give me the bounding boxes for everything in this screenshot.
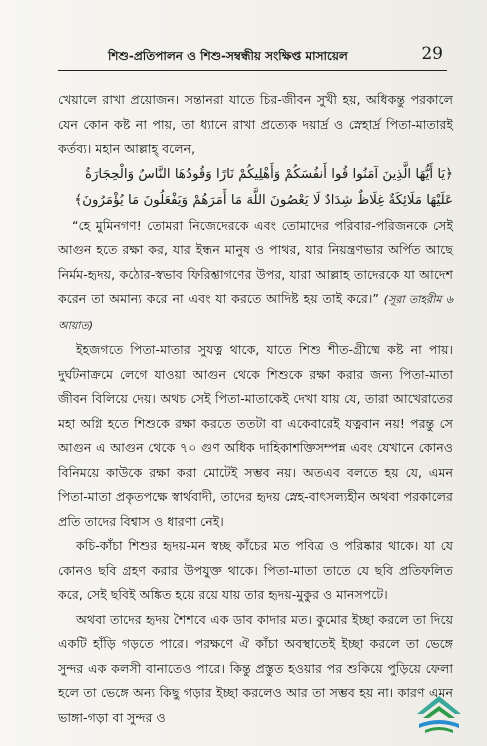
publisher-logo-icon [409, 688, 469, 738]
page-number: 29 [421, 44, 443, 64]
page-header [58, 44, 447, 76]
quote-text: “হে মুমিনগণ! তোমরা নিজেদেরকে এবং তোমাদের পরিবার-পরিজনকে সেই আগুন হতে রক্ষা কর, যার ইন্ধন মানুষ ও পাথর, যার নিয়ন্ত্রণভার অর্পিত আছে নির্মম-হৃদয়, কঠোর-স্বভাব ফিরিশ্তাগণের উপর, যারা আল্লাহ তাদেরকে যা আদেশ করেন তা অমান্য করে না এবং যা করতে আদিষ্ট হয় তাই করে।” [58, 217, 453, 306]
quote-reference: (সূরা তাহরীম ৬ আয়াত) [58, 293, 453, 332]
paragraph: ইহজগতে পিতা-মাতার সুযত্ন থাকে, যাতে শিশু শীত-গ্রীষ্মে কষ্ট না পায়। দুর্ঘটনাক্রমে লেগে যাওয়া আগুন থেকে শিশুকে রক্ষা করার জন্য পিতা-মাতা জীবন বিলিয়ে দেয়। অথচ সেই পিতা-মাতাকেই দেখা যায় যে, তারা আখেরাতের মহা অগ্নি হতে শিশুকে রক্ষা করতে ততটা বা একেবারেই যত্নবান নয়! পরন্তু সে আগুন এ আগুন থেকে ৭০ গুণ অধিক দাহিকাশক্তিসম্পন্ন এবং যেখানে কোনও বিনিময়ে কাউকে রক্ষা করা মোটেই সম্ভব নয়। অতএব বলতে হয় যে, এমন পিতা-মাতা প্রকৃতপক্ষে স্বার্থবাদী, তাদের হৃদয় স্নেহ-বাৎসল্যহীন অথবা পরকালের প্রতি তাদের বিশ্বাস ও ধারণা নেই। [58, 342, 453, 529]
paragraph: কচি-কাঁচা শিশুর হৃদয়-মন স্বচ্ছ কাঁচের মত পবিত্র ও পরিষ্কার থাকে। যা যে কোনও ছবি গ্রহণ করার উপযুক্ত থাকে। পিতা-মাতা তাতে যে ছবি প্রতিফলিত করে, সেই ছবিই অঙ্কিত হয়ে রয়ে যায় তার হৃদয়-মুকুর ও মানসপটে। [58, 538, 453, 602]
paragraph: অথবা তাদের হৃদয় শৈশবে এক ডাব কাদার মত। কুমোর ইচ্ছা করলে তা দিয়ে একটি হাঁড়ি গড়তে পারে। পরক্ষণে ঐ কাঁচা অবস্থাতেই ইচ্ছা করলে তা ভেঙ্গে সুন্দর এক কলসী বানাতেও পারে। কিন্তু প্রস্তুত হওয়ার পর শুকিয়ে পুড়িয়ে ফেলা হলে তা ভেঙ্গে অন্য কিছু গড়ার ইচ্ছা করলেও আর তা সম্ভব হয় না। কারণ এমন ভাঙ্গা-গড়া বা সুন্দর ও [58, 611, 453, 725]
page-body [58, 88, 453, 730]
arabic-verse: ﴿يَا أَيُّهَا الَّذِينَ آمَنُوا قُوا أَنفُسَكُمْ وَأَهْلِيكُمْ نَارًا وَقُودُهَا النَّاسُ وَالْحِجَارَةُ عَلَيْهَا مَلَائِكَةٌ غِلَاظٌ شِدَادٌ لَا يَعْصُونَ اللَّهَ مَا أَمَرَهُمْ وَيَفْعَلُونَ مَا يُؤْمَرُونَ﴾ [74, 166, 453, 208]
paragraph: খেয়ালে রাখা প্রয়োজন। সন্তানরা যাতে চির-জীবন সুখী হয়, অধিকন্তু পরকালে যেন কোন কষ্ট না পায়, তা ধ্যানে রাখা প্রত্যেক দয়ার্দ্র ও স্নেহার্দ্র পিতা-মাতারই কর্তব্য। মহান আল্লাহ্ বলেন, [58, 92, 453, 156]
header-divider [58, 70, 447, 71]
translation-quote [58, 214, 453, 339]
running-title: শিশু-প্রতিপালন ও শিশু-সম্বন্ধীয় সংক্ষিপ্ত মাসায়েল [108, 49, 348, 63]
